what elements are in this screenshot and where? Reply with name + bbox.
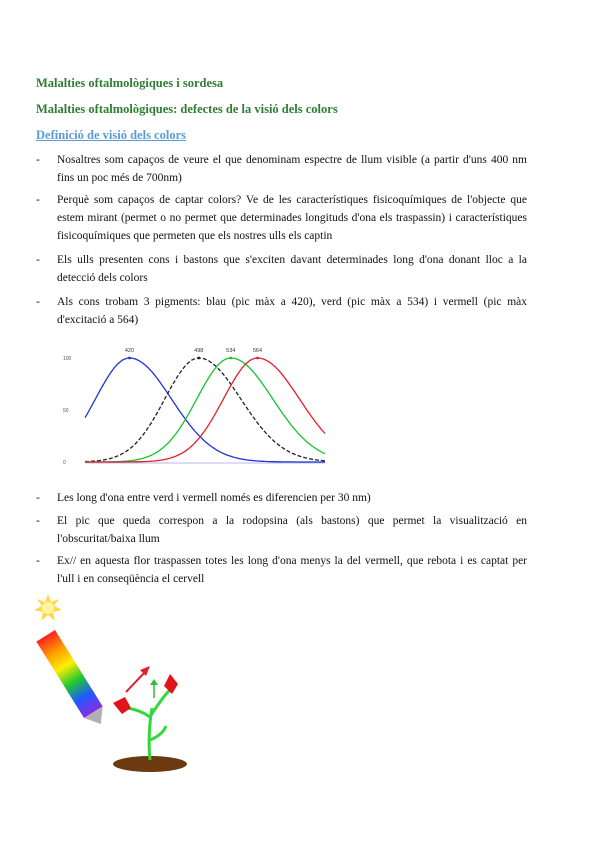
series-line-vermell (85, 358, 325, 462)
bullet-text-green-red: Les long d'ona entre verd i vermell només es diferencien per 30 nm) (57, 492, 371, 504)
peak-marker-verd (229, 357, 232, 360)
series-line-verd (85, 358, 325, 462)
bullet-marker: - (36, 254, 40, 266)
title-heading: Malalties oftalmològiques i sordesa (36, 76, 224, 90)
bullet-text-cones-rods: Els ulls presenten cons i bastons que s'exciten davant determinades long d'ona donant lloc a la detecció dels colors (57, 254, 527, 284)
series-line-blau (85, 358, 325, 462)
bullet-marker: - (36, 154, 40, 166)
flower-head-icon (113, 674, 178, 714)
series-line-rodopsina (85, 358, 325, 462)
absorbed-ray-icon (150, 679, 158, 698)
y-tick-label: 100 (63, 356, 72, 362)
bullet-marker: - (36, 555, 40, 567)
reflected-ray-icon (126, 666, 150, 692)
y-tick-label: 50 (63, 408, 69, 414)
sun-icon (34, 594, 62, 621)
peak-marker-rodopsina (197, 357, 200, 360)
light-beam-icon (36, 630, 110, 730)
flower-illustration (30, 590, 200, 780)
bullet-text-rhodopsin: El pic que queda correspon a la rodopsina (als bastons) que permet la visualització en l'obscuritat/baixa llum (57, 515, 527, 545)
bullet-text-spectrum: Nosaltres som capaços de veure el que denominam espectre de llum visible (a partir d'uns 400 nm fins un poc més de 700nm) (57, 154, 527, 184)
bullet-marker: - (36, 492, 40, 504)
stem-icon (127, 690, 170, 760)
bullet-text-why-colors: Perquè som capaços de captar colors? Ve de les característiques fisicoquímiques de l'objecte que estem mirant (permet o no permet que determinades longituds d'ona els traspassin) i característiques fisicoquímiques que permeten que els nostres ulls els captin (57, 194, 527, 242)
bullet-marker: - (36, 194, 40, 206)
bullet-marker: - (36, 296, 40, 308)
bullet-text-flower-example: Ex// en aquesta flor traspassen totes les long d'ona menys la del vermell, que rebota i es captat per l'ull i en conseqüència el cervell (57, 555, 527, 585)
subtitle-heading: Malalties oftalmològiques: defectes de la visió dels colors (36, 102, 338, 116)
bullet-marker: - (36, 515, 40, 527)
peak-label: 564 (252, 348, 263, 354)
bullet-text-pigments: Als cons trobam 3 pigments: blau (pic màx a 420), verd (pic màx a 534) i vermell (pic màx d'excitació a 564) (57, 296, 527, 326)
peak-label: 420 (124, 348, 135, 354)
peak-marker-vermell (256, 357, 259, 360)
peak-label: 534 (226, 348, 236, 354)
section-heading: Definició de visió dels colors (36, 128, 186, 142)
y-tick-label: 0 (63, 460, 66, 466)
peak-label: 498 (194, 348, 204, 354)
peak-marker-blau (128, 357, 131, 360)
absorption-chart (55, 340, 335, 470)
